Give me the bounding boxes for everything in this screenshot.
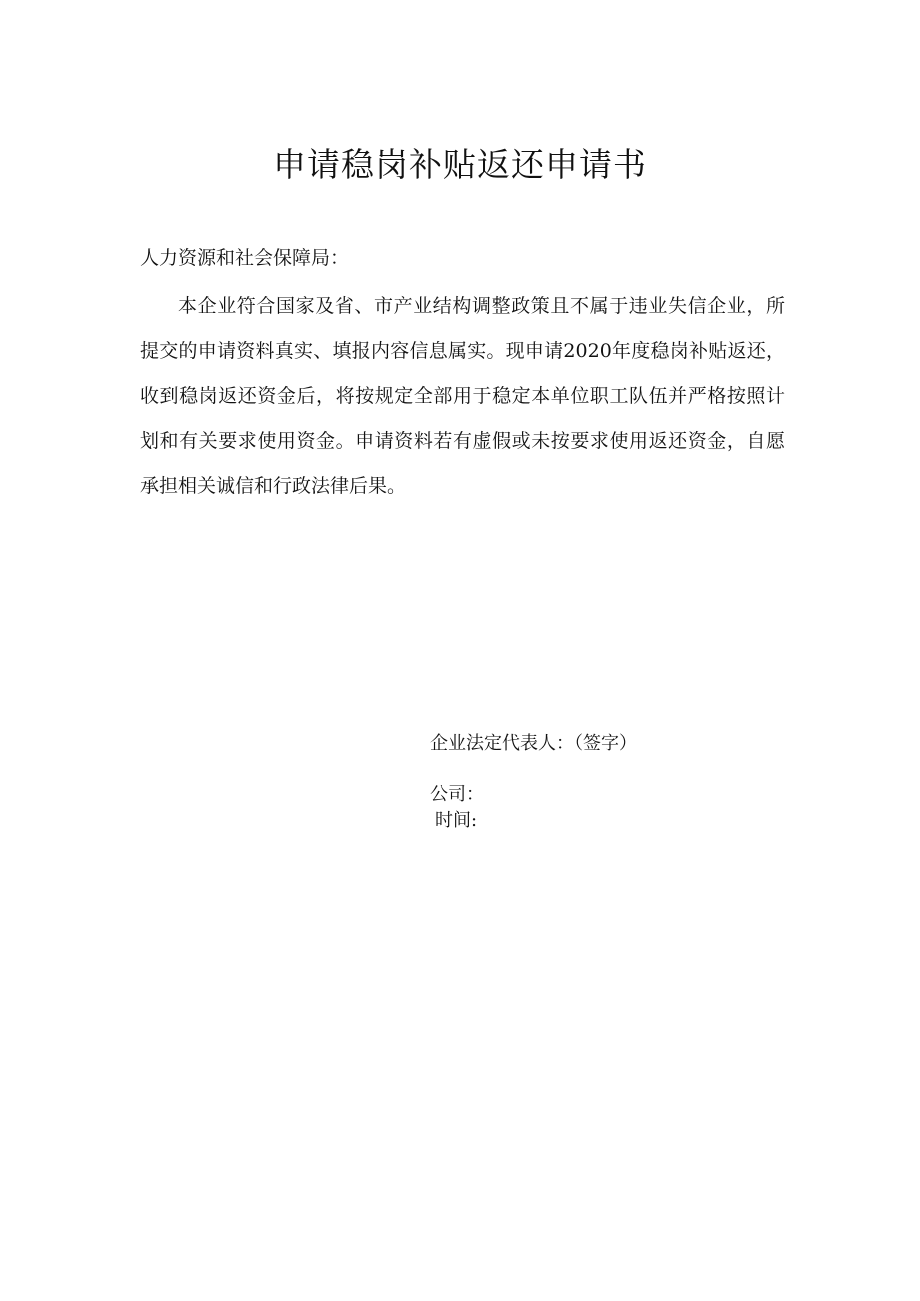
salutation: 人力资源和社会保障局： (140, 247, 350, 269)
signature-representative: 企业法定代表人：（签字） (430, 733, 637, 754)
document-title: 申请稳岗补贴返还申请书 (273, 145, 647, 184)
signature-time: 时间: (435, 810, 478, 831)
body-paragraph: 本企业符合国家及省、市产业结构调整政策且不属于违业失信企业，所提交的申请资料真实、填报内容信息属实。现申请2020年度稳岗补贴返还，收到稳岗返还资金后，将按规定全部用于稳定本单位职工队伍并严格按照计划和有关要求使用资金。申请资料若有虚假或未按要求使用返还资金，自愿承担相关诚信和行政法律后果。 (140, 295, 785, 497)
signature-company: 公司： (430, 784, 484, 805)
